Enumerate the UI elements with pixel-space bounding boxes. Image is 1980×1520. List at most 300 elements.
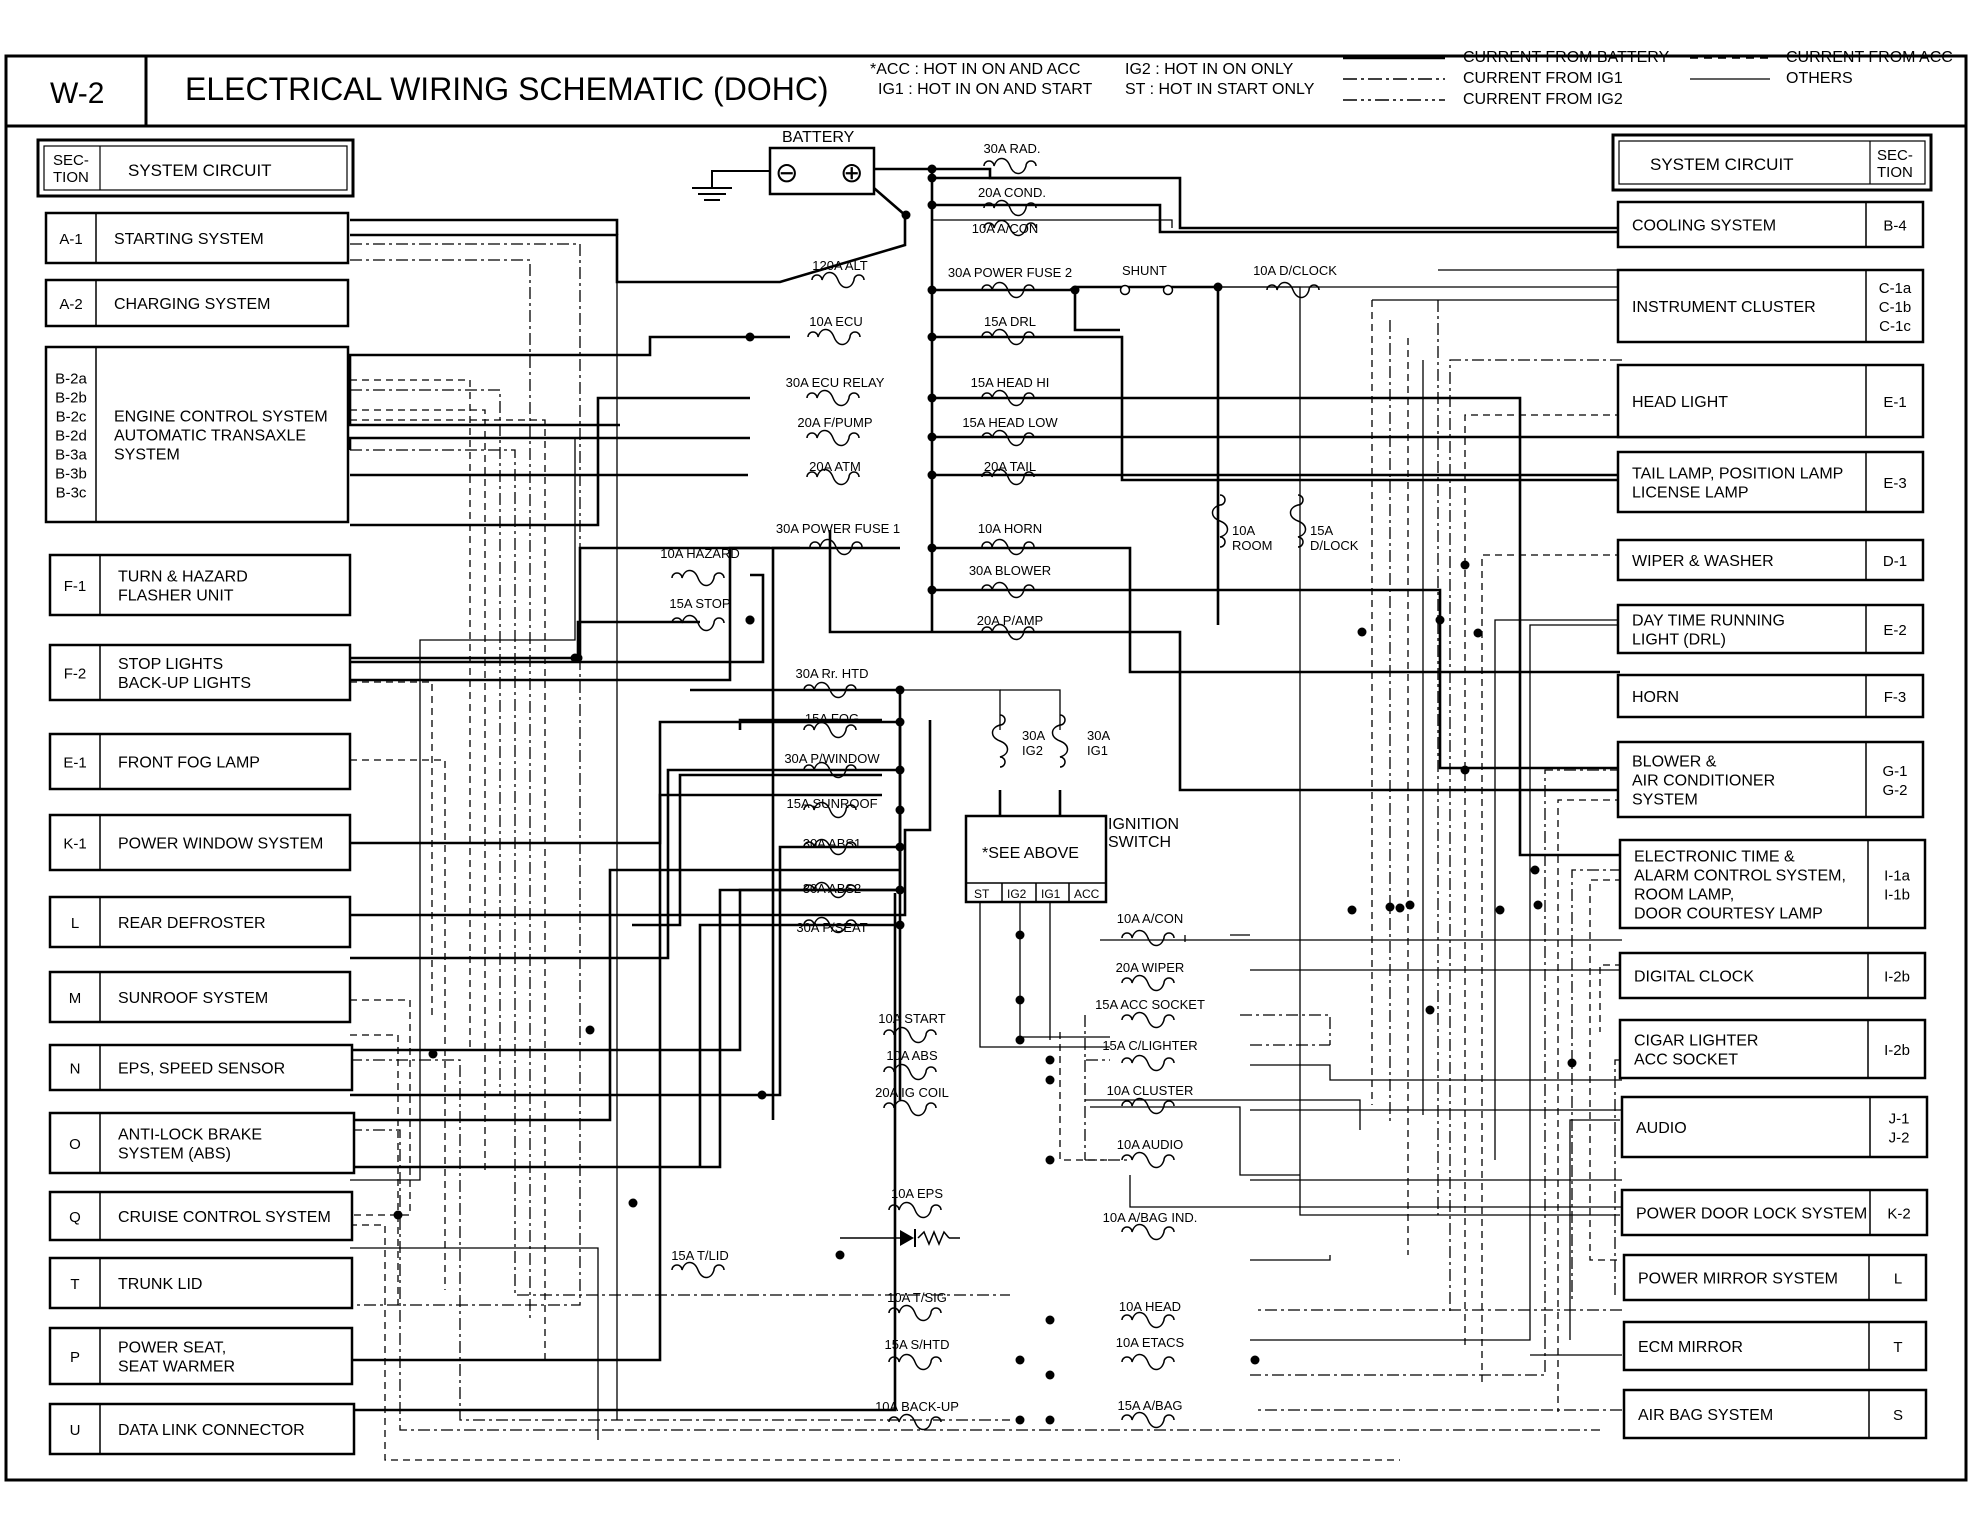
junction-dot [586, 1026, 595, 1035]
system-name: ANTI-LOCK BRAKE SYSTEM (ABS) [118, 1126, 263, 1163]
wire [578, 622, 700, 658]
left-system-row [46, 213, 348, 263]
fuse-icon [808, 330, 860, 345]
fuse-icon [889, 1415, 941, 1430]
fuse-icon [889, 1306, 941, 1321]
junction-dot [1214, 283, 1223, 292]
section-code: I-1a I-1b [1884, 867, 1910, 904]
fuse-label: 15A C/LIGHTER [1102, 1038, 1198, 1053]
system-name: AUDIO [1636, 1120, 1687, 1137]
fuse [669, 596, 730, 631]
junction-dot [1016, 931, 1025, 940]
fuse-icon [1122, 931, 1174, 946]
section-code: E-1 [63, 754, 87, 772]
ignition-terminal: IG2 [1007, 887, 1027, 901]
wire [1615, 1060, 1622, 1298]
junction-dot [1406, 901, 1415, 910]
section-code: K-1 [63, 835, 87, 853]
junction-dot [571, 654, 580, 663]
fuse [1117, 1398, 1182, 1428]
right-system-row [1618, 540, 1923, 580]
junction-dot [1046, 1076, 1055, 1085]
section-code: S [1892, 1407, 1904, 1424]
fuse-label: 10A ABS [886, 1048, 938, 1063]
junction-dot [928, 174, 937, 183]
system-name: POWER DOOR LOCK SYSTEM [1636, 1205, 1868, 1223]
wire [773, 548, 900, 1120]
wire [1000, 690, 1060, 730]
fuse-label: 15A T/LID [671, 1248, 729, 1263]
junction-dot [629, 1199, 638, 1208]
system-name: DATA LINK CONNECTOR [118, 1422, 305, 1439]
wire [350, 795, 882, 1360]
right-system-row [1618, 742, 1923, 817]
fuse-icon [1122, 1099, 1174, 1114]
junction-dot [896, 766, 905, 775]
junction-dot [1071, 286, 1080, 295]
system-name: STOP LIGHTS BACK-UP LIGHTS [118, 656, 252, 692]
resistor-icon [918, 1232, 949, 1244]
section-code: B-4 [1883, 217, 1907, 235]
section-code: U [69, 1422, 81, 1439]
fuse [1116, 960, 1185, 991]
right-system-row [1618, 452, 1923, 512]
fuse [1107, 1083, 1194, 1114]
fuse [977, 613, 1043, 640]
junction-dot [1046, 1056, 1055, 1065]
fuse-icon [807, 391, 859, 406]
fuse [808, 314, 863, 345]
fuse [962, 415, 1058, 446]
junction-dot [1046, 1156, 1055, 1165]
fuse [1253, 263, 1337, 298]
fuse-label: 10A ROOM [1232, 523, 1273, 553]
wire [350, 337, 790, 425]
right-system-panel [1613, 135, 1931, 1438]
wire [900, 690, 1000, 730]
fuse [804, 711, 859, 738]
system-name: POWER WINDOW SYSTEM [118, 835, 324, 853]
fuse-label: 10A HORN [977, 521, 1043, 536]
ignition-switch-label: IGNITION SWITCH [1108, 816, 1180, 851]
fuse-label: 30A ECU RELAY [785, 375, 885, 390]
junction-dot [1251, 1356, 1260, 1365]
fuse [875, 1399, 959, 1430]
wire [350, 220, 617, 235]
wire [350, 575, 763, 662]
junction-dot [1496, 906, 1505, 915]
wire [350, 1060, 1010, 1420]
junction-dot [1436, 616, 1445, 625]
section-code: K-2 [1887, 1205, 1911, 1223]
system-name: POWER MIRROR SYSTEM [1638, 1270, 1839, 1288]
right-system-row [1620, 840, 1925, 928]
fuse-icon [984, 201, 1036, 216]
wire [350, 420, 545, 1365]
left-system-row [50, 972, 350, 1022]
system-name: TRUNK LID [118, 1276, 203, 1293]
system-name: ELECTRONIC TIME & ALARM CONTROL SYSTEM, ROOM LAMP, DOOR COURTESY LAMP [1634, 848, 1846, 923]
legend-label: CURRENT FROM BATTERY [1463, 49, 1670, 66]
fuse [982, 314, 1036, 345]
left-system-row [50, 815, 350, 870]
system-name: AIR BAG SYSTEM [1638, 1407, 1774, 1424]
wire [1075, 290, 1120, 330]
wire [350, 893, 895, 1410]
wire [1600, 965, 1622, 1032]
wire [350, 870, 900, 1120]
wire [1250, 1255, 1330, 1260]
line-legend [1343, 49, 1953, 108]
wire [1590, 880, 1622, 1260]
left-circuit-header: SYSTEM CIRCUIT [128, 161, 272, 180]
battery-positive-icon: ⊕ [840, 157, 864, 188]
fuse [796, 918, 867, 936]
fuse [978, 185, 1046, 216]
right-system-row [1618, 270, 1923, 342]
right-system-row [1620, 1020, 1925, 1078]
fuse [803, 836, 862, 855]
system-name: POWER SEAT, SEAT WARMER [118, 1339, 236, 1376]
right-system-row [1618, 202, 1923, 247]
fuse-label: 15A S/HTD [884, 1337, 950, 1352]
junction-dot [836, 1251, 845, 1260]
section-code: J-1 J-2 [1888, 1110, 1910, 1147]
right-system-row [1624, 1255, 1926, 1300]
right-section-header: SEC-TION [1877, 147, 1913, 181]
fuse-label: 20A F/PUMP [797, 415, 873, 430]
junction-dot [1016, 996, 1025, 1005]
fuse-label: 30A Rr. HTD [795, 666, 869, 681]
section-code: D-1 [1882, 553, 1908, 570]
fuse-icon [807, 431, 859, 446]
fuse-label: 10A A/CON [1116, 911, 1184, 926]
ignition-terminal: ST [974, 887, 990, 901]
wire [980, 885, 1110, 1047]
system-name: CHARGING SYSTEM [114, 296, 271, 313]
fuse [786, 375, 885, 406]
wire [932, 632, 1620, 790]
fuse [889, 1186, 943, 1218]
right-system-row [1620, 953, 1925, 998]
wire [350, 235, 650, 282]
fuse-label: 10A START [878, 1011, 946, 1026]
fuse-label: 20A WIPER [1115, 960, 1185, 975]
wire [1250, 625, 1622, 1340]
junction-dot [1461, 766, 1470, 775]
fuse-icon [1122, 1013, 1174, 1028]
fuse-label: 15A DRL [983, 314, 1037, 329]
wire [700, 925, 900, 1167]
section-code: E-1 [1883, 394, 1907, 411]
fuse [1213, 495, 1273, 553]
right-system-row [1618, 675, 1923, 717]
battery-label: BATTERY [782, 129, 855, 146]
system-name: INSTRUMENT CLUSTER [1632, 299, 1816, 316]
wire [350, 260, 530, 1318]
note-line: ST : HOT IN START ONLY [1125, 81, 1315, 98]
junction-dot [896, 718, 905, 727]
fuse [1102, 1038, 1197, 1071]
legend-label: CURRENT FROM IG2 [1463, 91, 1623, 108]
left-system-row [50, 1045, 352, 1090]
fuse-icon [1122, 1056, 1174, 1071]
left-system-row [46, 280, 348, 326]
system-name: SUNROOF SYSTEM [118, 990, 269, 1007]
legend-label: OTHERS [1786, 70, 1853, 87]
junction-dot [1386, 903, 1395, 912]
left-system-row [50, 645, 350, 700]
system-name: STARTING SYSTEM [114, 231, 264, 248]
ignition-terminal: ACC [1074, 887, 1100, 901]
section-code: F-3 [1883, 689, 1907, 706]
junction-dot [1426, 1006, 1435, 1015]
junction-dot [896, 886, 905, 895]
fuse-label: 10A D/CLOCK [1253, 263, 1337, 278]
junction-dot [896, 843, 905, 852]
right-circuit-header: SYSTEM CIRCUIT [1650, 155, 1794, 174]
fuse-label: 10A AUDIO [1116, 1137, 1184, 1152]
junction-dot [1046, 1416, 1055, 1425]
fuse-icon [1122, 976, 1174, 991]
left-system-row [50, 1404, 354, 1454]
fuse [982, 459, 1036, 485]
section-code: L [1893, 1270, 1903, 1288]
junction-dot [394, 1211, 403, 1220]
fuse [786, 796, 877, 818]
left-system-row [50, 1258, 352, 1308]
junction-dot [1046, 1316, 1055, 1325]
left-system-row [50, 555, 350, 615]
fuse-label: 10A ECU [809, 314, 863, 329]
ignition-switch-note: *SEE ABOVE [982, 845, 1079, 862]
junction-dot [896, 806, 905, 815]
junction-dot [896, 921, 905, 930]
fuse [796, 666, 869, 698]
fuse-icon [672, 1263, 724, 1278]
ignition-notes [870, 61, 1315, 98]
junction-dot [746, 616, 755, 625]
wire [1250, 770, 1622, 1375]
fuse-label: 15A STOP [669, 596, 731, 611]
wire [350, 244, 580, 1305]
junction-dot [928, 586, 937, 595]
fuse [884, 1048, 938, 1080]
system-name: DIGITAL CLOCK [1634, 968, 1755, 986]
section-code: A-2 [59, 296, 83, 313]
fuse-label: 15A A/BAG [1117, 1398, 1183, 1413]
fuse-label: 20A P/AMP [976, 613, 1044, 628]
system-name: CRUISE CONTROL SYSTEM [118, 1209, 331, 1226]
fuse-label: 30A BLOWER [968, 563, 1052, 578]
fuse-label: 120A ALT [812, 258, 868, 273]
junction-dot [1016, 1036, 1025, 1045]
fuse [803, 881, 862, 898]
fuse-icon [884, 1101, 936, 1116]
components [692, 129, 1179, 1247]
page-code: W-2 [50, 77, 105, 110]
system-name: FRONT FOG LAMP [118, 754, 260, 772]
fuse [807, 459, 861, 485]
system-name: TAIL LAMP, POSITION LAMP LICENSE LAMP [1632, 465, 1844, 502]
fuse [978, 521, 1042, 555]
fuse-label: 30A ABS1 [802, 836, 862, 851]
fuse-label: 10A EPS [890, 1186, 944, 1201]
fuse-label: 15A FOG [804, 711, 860, 726]
fuse-icon [812, 273, 864, 288]
wire [350, 1035, 398, 1305]
fuse [1117, 1137, 1183, 1168]
junction-dot [928, 286, 937, 295]
fuse-label: 30A P/SEAT [796, 920, 868, 935]
wire [932, 220, 1172, 228]
junction-dot [928, 165, 937, 174]
wire-network [350, 165, 1700, 1461]
battery-negative-icon: ⊖ [775, 157, 799, 188]
section-code: N [69, 1060, 81, 1078]
junction-dot [1568, 1059, 1577, 1068]
section-code: C-1a C-1b C-1c [1878, 280, 1912, 335]
fuse-label: 30A IG1 [1087, 728, 1111, 758]
wire [350, 398, 750, 525]
wire [350, 1248, 598, 1338]
shunt-label: SHUNT [1122, 263, 1167, 278]
left-system-row [46, 347, 348, 522]
shunt-contact [1121, 286, 1130, 295]
fuse-label: 20A IG COIL [875, 1085, 949, 1100]
fuse-icon [884, 1028, 936, 1043]
junction-dot [928, 433, 937, 442]
fuse [1103, 1210, 1198, 1240]
fuse [875, 1085, 949, 1116]
junction-dot [902, 211, 911, 220]
section-code: E-2 [1883, 622, 1907, 639]
fuse-label: 10A A/CON [971, 221, 1039, 236]
fuse-label: 15A SUNROOF [786, 796, 878, 811]
fuse-label: 20A COND. [978, 185, 1046, 200]
junction-dot [928, 544, 937, 553]
fuse-label: 10A BACK-UP [875, 1399, 959, 1414]
section-code: M [68, 990, 82, 1007]
wire [350, 760, 445, 1290]
right-system-row [1624, 1322, 1926, 1370]
junction-dot [1461, 561, 1470, 570]
fuse-label: 10A CLUSTER [1106, 1083, 1194, 1098]
wire [1482, 555, 1622, 1383]
section-code: G-1 G-2 [1882, 763, 1908, 799]
wire [1250, 1065, 1622, 1080]
system-name: ECM MIRROR [1638, 1339, 1743, 1356]
right-system-row [1618, 365, 1923, 437]
fuse-icon [884, 1065, 936, 1080]
fuse-icon [889, 1355, 941, 1370]
fuse-label: 15A HEAD LOW [962, 415, 1058, 430]
note-line: IG2 : HOT IN ON ONLY [1125, 61, 1294, 78]
fuse [660, 546, 739, 586]
fuse-label: 30A POWER FUSE 1 [775, 521, 901, 536]
left-system-row [50, 1113, 354, 1173]
section-code: F-2 [63, 665, 87, 683]
fuse [671, 1248, 729, 1278]
note-line: *ACC : HOT IN ON AND ACC [870, 61, 1081, 78]
junction-dot [1534, 901, 1543, 910]
wire [1220, 287, 1620, 1215]
junction-dot [1396, 904, 1405, 913]
system-name: BLOWER & AIR CONDITIONER SYSTEM [1632, 753, 1776, 809]
fuse [969, 563, 1051, 598]
wire [350, 1000, 410, 1215]
junction-dot [928, 201, 937, 210]
junction-dot [746, 333, 755, 342]
wire [1450, 360, 1622, 1315]
section-code: F-1 [63, 578, 87, 595]
left-section-header: SEC-TION [53, 152, 89, 186]
left-system-row [50, 1328, 352, 1384]
fuse [797, 415, 872, 446]
legend-label: CURRENT FROM ACC [1786, 49, 1953, 66]
fuse-label: 10A ETACS [1115, 1335, 1185, 1350]
section-code: I-2b [1884, 968, 1910, 986]
left-system-row [50, 1192, 352, 1240]
page-title: ELECTRICAL WIRING SCHEMATIC (DOHC) [185, 71, 829, 107]
fuse-label: 10A HEAD [1118, 1299, 1182, 1314]
fuse-label: 10A A/BAG IND. [1102, 1210, 1198, 1225]
wire [830, 530, 932, 632]
wire [350, 390, 500, 1095]
wire [350, 438, 750, 450]
junction-dot [1531, 866, 1540, 875]
junction-dot [928, 471, 937, 480]
wire [350, 380, 470, 1050]
fuse-icon [984, 159, 1036, 174]
fuse [1095, 997, 1205, 1028]
wire [1085, 1100, 1360, 1130]
right-system-row [1622, 1190, 1927, 1235]
fuse [972, 221, 1038, 237]
system-name: REAR DEFROSTER [118, 915, 266, 932]
wire [350, 1225, 1400, 1460]
system-name: COOLING SYSTEM [1632, 217, 1777, 235]
fuse-icon [1291, 495, 1306, 547]
section-code: Q [69, 1209, 81, 1226]
right-system-row [1624, 1390, 1926, 1438]
diode-icon [900, 1230, 914, 1246]
fuse-icon [672, 571, 724, 586]
junction-dot [928, 394, 937, 403]
junction-dot [928, 333, 937, 342]
fuse-icon [1122, 1355, 1174, 1370]
system-name: HORN [1632, 689, 1680, 706]
left-system-row [50, 734, 350, 789]
junction-dot [1016, 1416, 1025, 1425]
system-name: ENGINE CONTROL SYSTEM AUTOMATIC TRANSAXLE SYSTEM [114, 408, 328, 464]
fuse-label: 30A P/WINDOW [784, 751, 880, 766]
fuse-icon [1122, 1413, 1174, 1428]
junction-dot [758, 1091, 767, 1100]
fuse-label: 15A D/LOCK [1310, 523, 1359, 553]
wire [1020, 885, 1110, 1037]
junction-dot [1046, 1371, 1055, 1380]
fuse-icon [1122, 1153, 1174, 1168]
section-code: E-3 [1883, 475, 1907, 492]
system-name: CIGAR LIGHTER ACC SOCKET [1634, 1032, 1759, 1069]
system-name: WIPER & WASHER [1632, 553, 1774, 570]
fuse-label: 30A POWER FUSE 2 [947, 265, 1073, 280]
fuse [971, 375, 1050, 406]
section-code: I-2b [1884, 1042, 1910, 1059]
fuse-list [660, 141, 1358, 1430]
wire [1240, 1015, 1330, 1045]
